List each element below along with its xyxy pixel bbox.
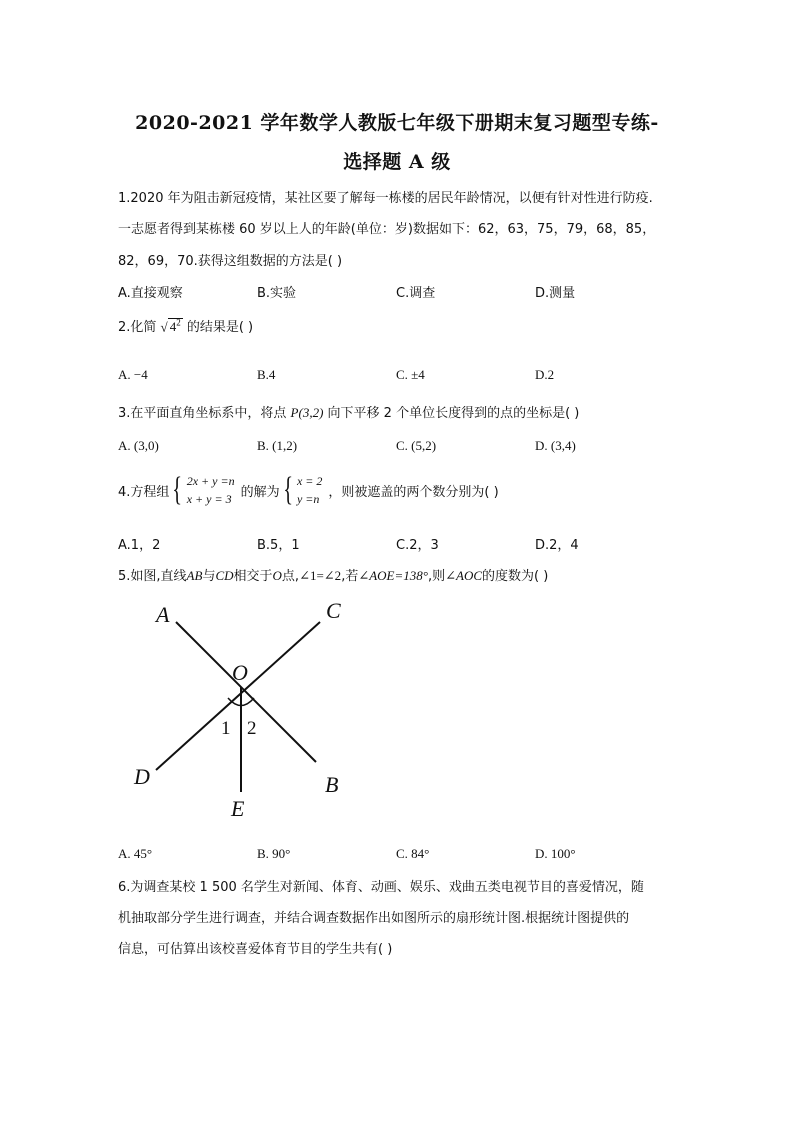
question-4-option-c: C.2，3 bbox=[396, 538, 439, 553]
question-2-stem bbox=[118, 316, 253, 335]
question-5-option-a: A. 45° bbox=[118, 846, 153, 861]
geometry-figure bbox=[120, 592, 380, 832]
solution-1: x = 2 bbox=[296, 474, 323, 488]
question-1-option-a: A.直接观察 bbox=[118, 286, 183, 301]
question-4-suffix: ，则被遮盖的两个数分别为( ) bbox=[328, 484, 499, 500]
label-a: A bbox=[156, 602, 170, 627]
question-6-line-2: 机抽取部分学生进行调查，并结合调查数据作出如图所示的扇形统计图.根据统计图提供的 bbox=[118, 911, 630, 926]
point-o: O bbox=[272, 568, 282, 583]
line-ab: AB bbox=[186, 568, 203, 583]
question-1-option-b: B.实验 bbox=[257, 286, 297, 301]
question-2-prefix: 2.化简 bbox=[118, 320, 157, 335]
question-1-line-3: 82，69，70.获得这组数据的方法是( ) bbox=[118, 254, 343, 269]
label-b: B bbox=[325, 772, 339, 797]
question-6-line-1: 6.为调查某校 1 500 名学生对新闻、体育、动画、娱乐、戏曲五类电视节目的喜爱情况，随 bbox=[118, 880, 644, 895]
question-3-option-b: B. (1,2) bbox=[257, 438, 298, 453]
question-2-option-d: D.2 bbox=[535, 367, 555, 382]
question-3-option-d: D. (3,4) bbox=[535, 438, 576, 453]
question-4-option-a: A.1，2 bbox=[118, 538, 161, 553]
label-o: O bbox=[232, 660, 248, 685]
solution-2: y =n bbox=[296, 492, 320, 506]
question-2-option-a: A. −4 bbox=[118, 367, 148, 382]
question-3-option-a: A. (3,0) bbox=[118, 438, 159, 453]
equation-system bbox=[169, 472, 234, 508]
angle-condition: ∠1=∠2 bbox=[299, 568, 342, 583]
question-4-option-b: B.5，1 bbox=[257, 538, 300, 553]
question-4-stem bbox=[118, 472, 499, 508]
label-d: D bbox=[134, 764, 150, 789]
question-5-text: 点, bbox=[281, 569, 300, 584]
label-angle-1: 1 bbox=[221, 718, 231, 739]
question-5-option-c: C. 84° bbox=[396, 846, 430, 861]
brace-icon: { bbox=[282, 471, 293, 508]
question-5-text: 5.如图,直线 bbox=[118, 569, 187, 584]
document-title: 2020-2021 学年数学人教版七年级下册期末复习题型专练- bbox=[135, 112, 659, 134]
point-p: P(3,2) bbox=[290, 405, 324, 420]
question-3-option-c: C. (5,2) bbox=[396, 438, 437, 453]
question-5-text: 相交于 bbox=[233, 569, 273, 584]
line-cd: CD bbox=[215, 568, 234, 583]
question-1-option-c: C.调查 bbox=[396, 286, 436, 301]
question-1-line-2: 一志愿者得到某栋楼 60 岁以上人的年龄(单位：岁)数据如下：62，63，75，79，68，85， bbox=[118, 222, 656, 237]
question-2-suffix: 的结果是( ) bbox=[186, 320, 254, 335]
radicand: 4 bbox=[169, 319, 177, 334]
question-1-option-d: D.测量 bbox=[535, 286, 576, 301]
label-c: C bbox=[326, 598, 341, 623]
radicand-exponent: 2 bbox=[176, 317, 181, 328]
question-4-prefix: 4.方程组 bbox=[118, 484, 170, 500]
question-5-option-d: D. 100° bbox=[535, 846, 576, 861]
question-5-text: ,若 bbox=[341, 569, 359, 584]
question-4-middle: 的解为 bbox=[240, 484, 280, 500]
question-5-text: ,则 bbox=[427, 569, 446, 584]
brace-icon: { bbox=[172, 471, 183, 508]
label-e: E bbox=[231, 796, 245, 821]
question-5-text: 的度数为( ) bbox=[482, 569, 549, 584]
question-3-prefix: 3.在平面直角坐标系中，将点 bbox=[118, 406, 287, 421]
question-5-option-b: B. 90° bbox=[257, 846, 291, 861]
question-4-option-d: D.2，4 bbox=[535, 538, 579, 553]
solution-system bbox=[280, 472, 323, 508]
given-angle: ∠AOE=138° bbox=[358, 568, 428, 583]
question-6-line-3: 信息，可估算出该校喜爱体育节目的学生共有( ) bbox=[118, 942, 393, 957]
question-3-stem bbox=[118, 402, 579, 421]
document-subtitle: 选择题 A 级 bbox=[343, 151, 451, 173]
question-1-line-1: 1.2020 年为阻击新冠疫情，某社区要了解每一栋楼的居民年龄情况，以便有针对性进行防疫. bbox=[118, 191, 653, 206]
question-2-option-b: B.4 bbox=[257, 367, 276, 382]
equation-2: x + y = 3 bbox=[186, 492, 232, 506]
equation-1: 2x + y =n bbox=[186, 474, 235, 488]
label-angle-2: 2 bbox=[247, 718, 257, 739]
line-cd-segment bbox=[156, 622, 320, 770]
question-2-option-c: C. ±4 bbox=[396, 367, 425, 382]
asked-angle: ∠AOC bbox=[445, 568, 483, 583]
line-ab-segment bbox=[176, 622, 316, 762]
question-3-suffix: 向下平移 2 个单位长度得到的点的坐标是( ) bbox=[327, 406, 580, 421]
question-5-stem bbox=[118, 565, 548, 584]
square-root-expression: √ $4^2$ bbox=[160, 317, 181, 334]
question-5-text: 与 bbox=[202, 569, 216, 584]
